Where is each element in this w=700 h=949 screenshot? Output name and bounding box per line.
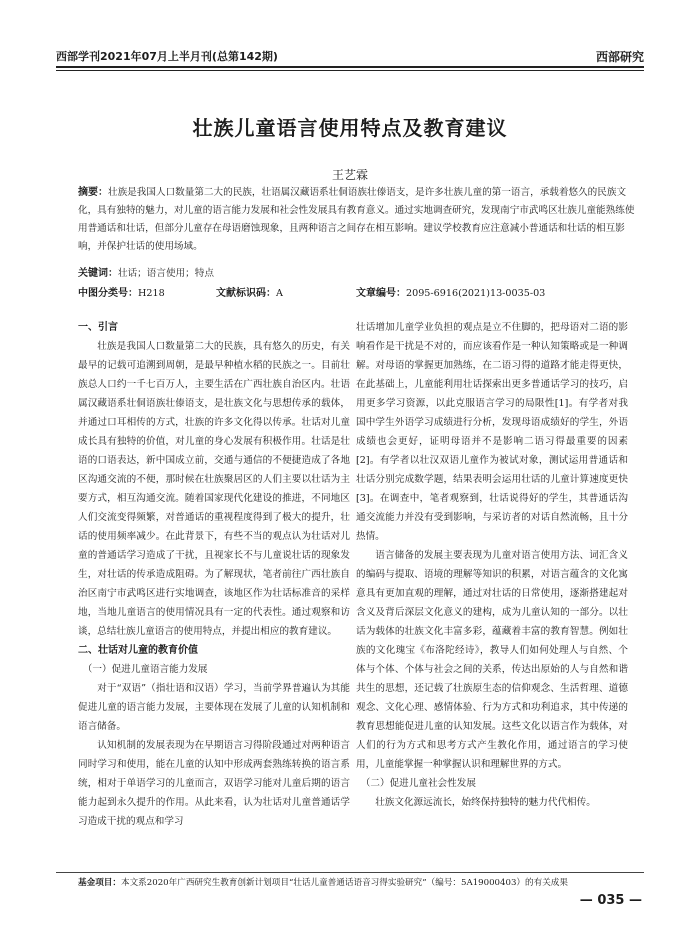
section-heading-value: 二、壮话对儿童的教育价值 (78, 645, 198, 656)
abstract (78, 184, 636, 256)
footnote-rule (56, 872, 644, 873)
header-rule-thin (56, 70, 644, 71)
art-label: 文章编号： (356, 288, 406, 299)
paragraph-culture: 壮族文化源远流长，始终保持独特的魅力代代相传。 (375, 797, 596, 808)
paragraph-cognition: 认知机制的发展表现为在早期语言习得阶段通过对两种语言同时学习和使用，能在儿童的认知中形成两套熟练转换的语言系统，相对于单语学习的儿童而言，双语学习能对儿童后期的语言能力起到永久提升的作用。从此来看，认为壮话对儿童普通话学习造成干扰的观点和学习 (78, 740, 350, 827)
document-code (216, 284, 283, 299)
keywords-label: 关键词： (78, 268, 118, 279)
paragraph-continued: 壮话增加儿童学业负担的观点是立不住脚的，把母语对二语的影响看作是干扰是不对的，而应该看作是一种认知策略或是一种调解。对母语的掌握更加熟练，在二语习得的道路才能走得更快，在此基础上，儿童能利用壮话探索出更多普通话学习的技巧，启用更多学习资源，以此克服语言学习的局限性[1]。有学者对我国中学生外语学习成绩进行分析，发现母语成绩好的学生，外语成绩也会更好，证明母语并不是影响二语习得最重要的因素[2]。有学者以壮汉双语儿童作为被试对象，测试运用普通话和壮话分别完成数学题，结果表明会运用壮话的儿童计算速度更快[3]。在调查中，笔者观察到，壮话说得好的学生，其普通话沟通交流能力并没有受到影响，与采访者的对话自然流畅，且十分热情。 (356, 322, 628, 542)
article-number (356, 284, 545, 299)
funding-footnote (78, 876, 644, 890)
header-rule-thick (56, 66, 644, 68)
subheading-social: （二）促进儿童社会性发展 (360, 778, 476, 789)
left-column (78, 318, 350, 831)
keywords-text: 壮话；语言使用；特点 (118, 268, 214, 279)
funding-text: 本文系2020年广西研究生教育创新计划项目“壮话儿童普通话语音习得实验研究”（编号：5A19000403）的有关成果 (120, 878, 568, 888)
article-author: 王艺霖 (331, 168, 368, 182)
paragraph-reserve: 语言储备的发展主要表现为儿童对语言使用方法、词汇含义的编码与提取、语境的理解等知识的积累，对语言蕴含的文化寓意具有更加直观的理解，通过对壮话的日常使用，逐渐搭建起对含义及背后深层文化意义的建构，成为儿童认知的一部分。以壮话为载体的壮族文化丰富多彩，蕴藏着丰富的教育智慧。例如壮族的文化瑰宝《布洛陀经诗》，教导人们如何处理人与自然、个体与个体、个体与社会之间的关系，传达出原始的人与自然和谐共生的思想，还记载了壮族原生态的信仰观念、生活哲理、道德观念、文化心理、感情体验、行为方式和功利追求，其中传递的教育思想能促进儿童的认知发展。这些文化以语言作为载体，对人们的行为方式和思考方式产生教化作用，通过语言的学习使用，儿童能掌握一种掌握认识和理解世界的方式。 (356, 550, 628, 770)
art-value: 2095-6916(2021)13-0035-03 (406, 288, 546, 299)
clc-label: 中图分类号： (78, 288, 138, 299)
doc-label: 文献标识码： (216, 288, 276, 299)
clc-number (78, 284, 165, 299)
abstract-label: 摘要： (78, 187, 108, 198)
subheading-language: （一）促进儿童语言能力发展 (82, 664, 208, 675)
clc-value: H218 (138, 288, 165, 299)
running-header (56, 44, 644, 68)
journal-issue: 西部学刊2021年07月上半月刊(总第142期) (56, 50, 278, 63)
intro-paragraph: 壮族是我国人口数量第二大的民族，具有悠久的历史，有关最早的记载可追溯到周朝，是最早种植水稻的民族之一。目前壮族总人口约一千七百万人，主要生活在广西壮族自治区内。壮语属汉藏语系壮侗语族壮傣语支，是壮族文化与思想传承的载体，并通过口耳相传的方式，壮族的许多文化得以传承。壮话对儿童成长具有独特的价值，对儿童的身心发展有积极作用。壮话是壮语的口语表达，新中国成立前，交通与通信的不便捷造成了各地区沟通交流的不便，那时候在壮族聚居区的人们主要以壮话为主要方式，相互沟通交流。随着国家现代化建设的推进，不同地区人们交流变得频繁，对普通话的重视程度得到了极大的提升，壮话的使用频率减少。在此背景下，有些不当的观点认为壮话对儿童的普通话学习造成了干扰，且视家长不与儿童说壮话的现象发生，对壮话的传承造成阻碍。为了解现状，笔者前往广西壮族自治区南宁市武鸣区进行实地调查，该地区作为壮话标准音的采样地，当地儿童语言的使用情况具有一定的代表性。通过观察和访谈，总结壮族儿童语言的使用特点，并提出相应的教育建议。 (78, 341, 350, 637)
right-column (356, 318, 628, 812)
section-heading-intro: 一、引言 (78, 322, 118, 333)
section-name: 西部研究 (595, 50, 644, 64)
keywords (78, 264, 214, 279)
doc-value: A (276, 288, 283, 299)
article-title: 壮族儿童语言使用特点及教育建议 (192, 116, 508, 140)
paragraph-bilingual: 对于“双语”（指壮语和汉语）学习，当前学界普遍认为其能促进儿童的语言能力发展，主要体现在发展了儿童的认知机制和语言储备。 (78, 683, 350, 732)
page-number: — 035 — (579, 893, 642, 908)
abstract-text: 壮族是我国人口数量第二大的民族，壮语属汉藏语系壮侗语族壮傣语支，是许多壮族儿童的第一语言，承载着悠久的民族文化，具有独特的魅力，对儿童的语言能力发展和社会性发展具有教育意义。通过实地调查研究，发现南宁市武鸣区壮族儿童能熟练使用普通话和壮话，但部分儿童存在母语磨蚀现象，且两种语言之间存在相互影响。建议学校教育应注意减小普通话和壮话的相互影响，并保护壮话的使用场域。 (78, 187, 635, 252)
funding-label: 基金项目： (78, 878, 121, 888)
